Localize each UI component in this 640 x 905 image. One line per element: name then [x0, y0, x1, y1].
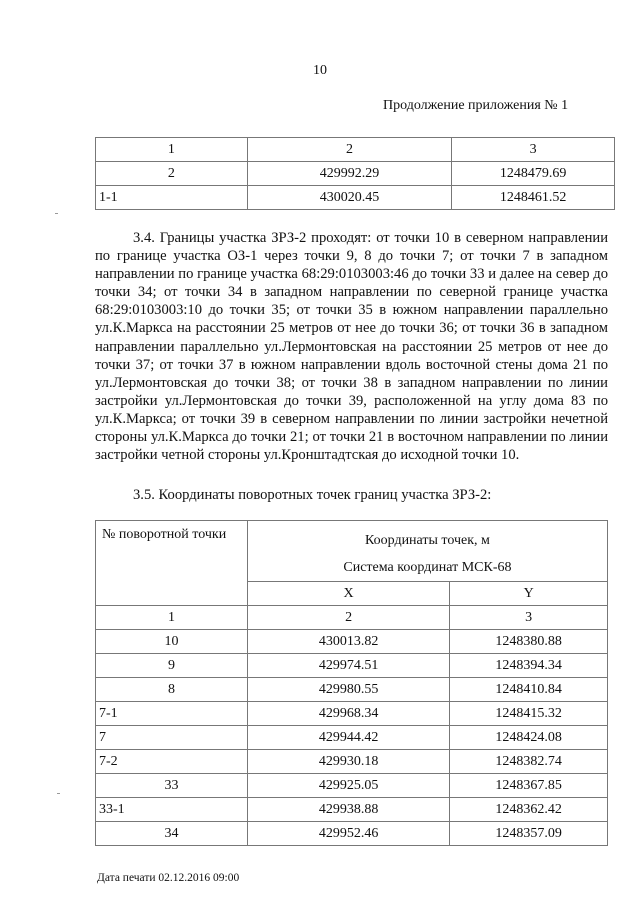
page-number: 10 [313, 63, 327, 78]
y-coordinate-cell: 1248424.08 [450, 726, 608, 750]
point-cell: 10 [96, 630, 248, 654]
column-number-cell: 1 [96, 138, 248, 162]
x-coordinate-cell: 429980.55 [247, 678, 449, 702]
table-numbering-row [96, 606, 608, 630]
point-number-header: № поворотной точки [96, 521, 248, 606]
y-coordinate-cell: 1248357.09 [450, 822, 608, 846]
x-coordinate-cell: 429974.51 [247, 654, 449, 678]
y-coordinate-cell: 1248367.85 [450, 774, 608, 798]
print-date: Дата печати 02.12.2016 09:00 [97, 872, 240, 884]
y-header: Y [450, 582, 608, 606]
y-coordinate-cell: 1248410.84 [450, 678, 608, 702]
point-cell: 7-2 [96, 750, 248, 774]
table-row [96, 750, 608, 774]
x-coordinate-cell: 429938.88 [247, 798, 449, 822]
column-number-cell: 1 [96, 606, 248, 630]
x-coordinate-cell: 429944.42 [247, 726, 449, 750]
point-cell: 33 [96, 774, 248, 798]
point-cell: 9 [96, 654, 248, 678]
section-3-4-text: 3.4. Границы участка ЗРЗ-2 проходят: от точки 10 в северном направлении по границе участка ОЗ-1 через точки 9, 8 до точки 7; от точки 7 в западном направлении по границе участка 68:29:0103003:46 до точки 33 и далее на север до точки 34; от точки 34 в западном направлении по северной границе участка 68:29:0103003:10 до точки 35; от точки 35 в южном направлении параллельно ул.К.Маркса на расстоянии 25 метров от нее до точки 36; от точки 36 в западном направлении параллельно ул.Лермонтовская на расстоянии 25 метров от нее до точки 37; от точки 37 в южном направлении вдоль восточной стены дома 21 по ул.Лермонтовская до точки 38; от точки 38 в западном направлении по линии застройки ул.Лермонтовская до точки 39, расположенной на углу дома 83 по ул.К.Маркса; от точки 39 в северном направлении по линии застройки нечетной стороны ул.К.Маркса до точки 21; от точки 21 в восточном направлении по линии застройки четной стороны ул.Кронштадтская до исходной точки 10. [95, 230, 608, 464]
table-row [96, 186, 615, 210]
x-coordinate-cell: 429925.05 [247, 774, 449, 798]
table-row [96, 654, 608, 678]
column-number-cell: 3 [450, 606, 608, 630]
y-coordinate-cell: 1248461.52 [452, 186, 615, 210]
column-number-cell: 2 [247, 606, 449, 630]
section-3-4-paragraph [95, 229, 608, 464]
table-row [96, 726, 608, 750]
coordinates-table-continued [95, 137, 615, 210]
x-coordinate-cell: 429930.18 [247, 750, 449, 774]
appendix-continuation-heading: Продолжение приложения № 1 [383, 98, 569, 113]
x-coordinate-cell: 429992.29 [247, 162, 452, 186]
zrz2-coordinates-table [95, 520, 608, 846]
y-coordinate-cell: 1248380.88 [450, 630, 608, 654]
y-coordinate-cell: 1248394.34 [450, 654, 608, 678]
point-cell: 2 [96, 162, 248, 186]
coordinates-title: Координаты точек, м [364, 533, 490, 548]
coordinate-system: Система координат МСК-68 [343, 560, 512, 575]
table-row [96, 162, 615, 186]
coordinates-header [247, 521, 607, 582]
section-3-5-text: 3.5. Координаты поворотных точек границ участка ЗРЗ-2: [133, 487, 492, 503]
x-coordinate-cell: 429968.34 [247, 702, 449, 726]
table-row [96, 822, 608, 846]
scan-speck [55, 213, 58, 214]
point-cell: 7 [96, 726, 248, 750]
y-coordinate-cell: 1248415.32 [450, 702, 608, 726]
table-row [96, 702, 608, 726]
x-coordinate-cell: 430020.45 [247, 186, 452, 210]
point-cell: 33-1 [96, 798, 248, 822]
section-3-5-paragraph [95, 486, 608, 504]
y-coordinate-cell: 1248362.42 [450, 798, 608, 822]
x-coordinate-cell: 430013.82 [247, 630, 449, 654]
point-cell: 34 [96, 822, 248, 846]
table-numbering-row [96, 138, 615, 162]
point-cell: 1-1 [96, 186, 248, 210]
table-row [96, 630, 608, 654]
y-coordinate-cell: 1248382.74 [450, 750, 608, 774]
y-coordinate-cell: 1248479.69 [452, 162, 615, 186]
table-row [96, 798, 608, 822]
point-cell: 8 [96, 678, 248, 702]
scan-speck [57, 793, 60, 794]
table-row [96, 678, 608, 702]
table-header-row [96, 521, 608, 582]
table-row [96, 774, 608, 798]
point-cell: 7-1 [96, 702, 248, 726]
column-number-cell: 2 [247, 138, 452, 162]
column-number-cell: 3 [452, 138, 615, 162]
x-coordinate-cell: 429952.46 [247, 822, 449, 846]
x-header: X [247, 582, 449, 606]
